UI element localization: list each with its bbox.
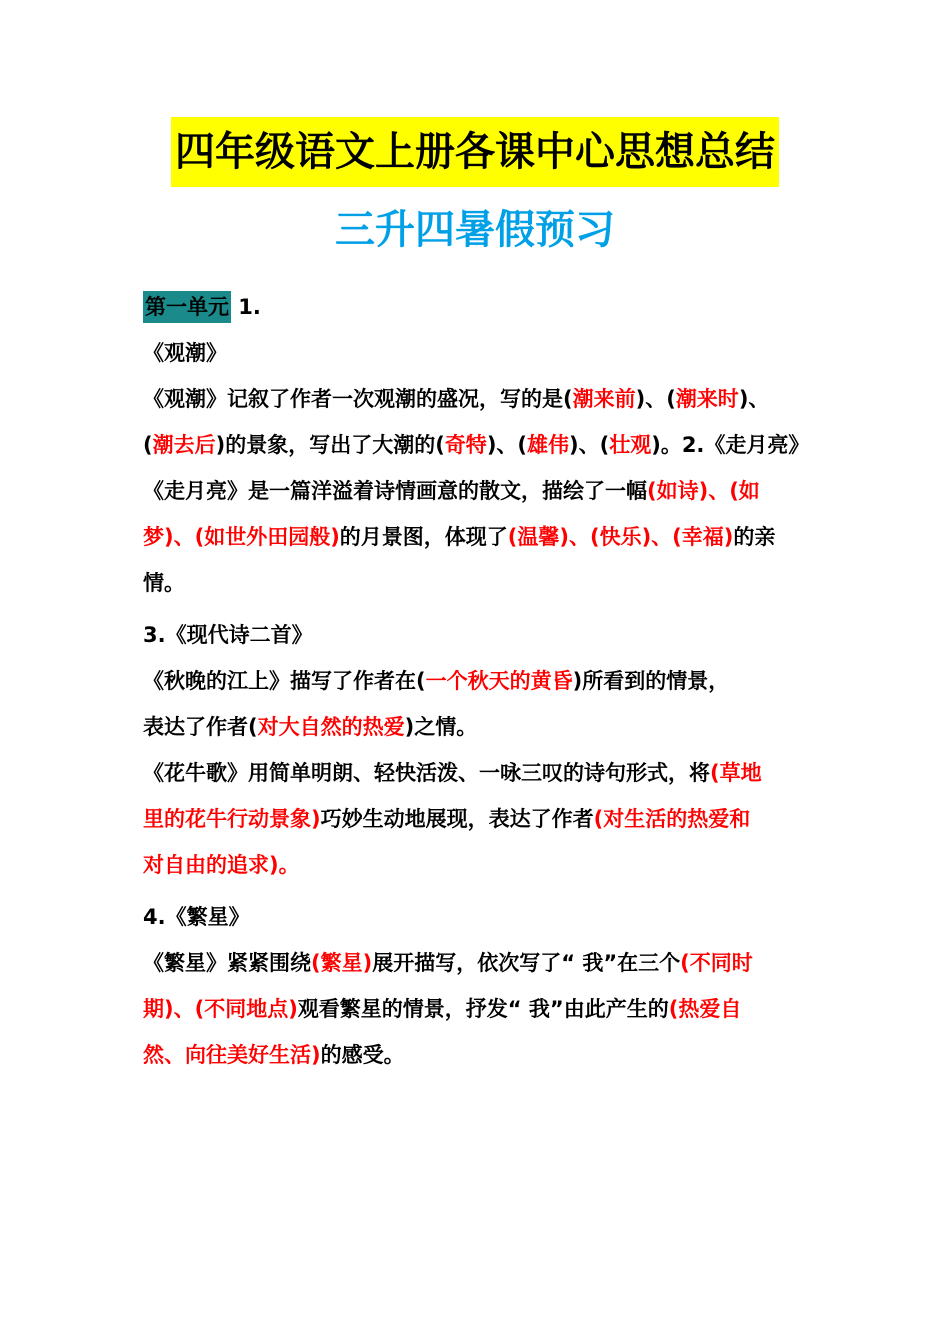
text-line <box>143 514 843 560</box>
text-line <box>143 560 843 606</box>
highlight-text: (热爱自 <box>668 997 742 1021</box>
body-text: 的亲 <box>733 525 776 549</box>
body-text: )的景象，写出了大潮的( <box>215 433 445 457</box>
body-text: 《繁星》紧紧围绕 <box>143 951 311 975</box>
body-text: 的感受。 <box>320 1043 405 1067</box>
body-text: )、( <box>569 433 610 457</box>
text-line <box>143 376 843 422</box>
text-line <box>143 284 843 330</box>
highlight-text: (温馨)、(快乐)、(幸福) <box>507 525 734 549</box>
body-text: )所看到的情景， <box>572 669 730 693</box>
body-text: 《走月亮》是一篇洋溢着诗情画意的散文，描绘了一幅 <box>143 479 647 503</box>
highlight-text: 里的花牛行动景象) <box>143 807 321 831</box>
text-line <box>143 894 843 940</box>
body-text: ( <box>143 433 153 457</box>
body-text: )、( <box>635 387 676 411</box>
body-text: 《花牛歌》用简单明朗、轻快活泼、一咏三叹的诗句形式，将 <box>143 761 710 785</box>
highlight-text: 潮去后 <box>152 433 216 457</box>
body-text: 《秋晚的江上》描写了作者在( <box>143 669 426 693</box>
highlight-text: 期)、(不同地点) <box>143 997 298 1021</box>
text-line <box>143 704 843 750</box>
text-line <box>143 940 843 986</box>
text-line <box>143 658 843 704</box>
body-text: )。2.《走月亮》 <box>651 433 810 457</box>
body-text: 的月景图，体现了 <box>339 525 508 549</box>
highlight-text: (繁星) <box>311 951 373 975</box>
highlight-text: 雄伟 <box>527 433 570 457</box>
highlight-text: 一个秋天的黄昏 <box>425 669 573 693</box>
highlight-text: (不同时 <box>680 951 753 975</box>
text-line <box>143 796 843 842</box>
highlight-text: (如诗)、(如 <box>647 479 760 503</box>
text-line <box>143 330 843 376</box>
page-subtitle: 三升四暑假预习 <box>335 207 615 253</box>
highlight-text: (草地 <box>710 761 762 785</box>
title-wrapper <box>0 117 950 187</box>
highlight-text: 壮观 <box>609 433 652 457</box>
body-text: 3.《现代诗二首》 <box>143 623 313 647</box>
body-text: )、 <box>738 387 770 411</box>
text-line <box>143 612 843 658</box>
body-text: 巧妙生动地展现，表达了作者 <box>320 807 594 831</box>
text-line <box>143 986 843 1032</box>
body-text: 1. <box>231 295 261 319</box>
body-text: 4.《繁星》 <box>143 905 250 929</box>
highlight-text: (对生活的热爱和 <box>593 807 751 831</box>
highlight-text: 对自由的追求)。 <box>143 853 300 877</box>
body-text: )、( <box>486 433 528 457</box>
body-text: 表达了作者( <box>143 715 258 739</box>
highlight-text: 对大自然的热爱 <box>257 715 405 739</box>
text-line <box>143 468 843 514</box>
document-body <box>143 284 843 1078</box>
body-text: 观看繁星的情景，抒发“ 我”由此产生的 <box>297 997 669 1021</box>
highlight-text: 梦)、(如世外田园般) <box>143 525 340 549</box>
page-title: 四年级语文上册各课中心思想总结 <box>171 117 779 187</box>
highlight-text: 潮来前 <box>572 387 636 411</box>
body-text: )之情。 <box>404 715 478 739</box>
unit-badge: 第一单元 <box>143 291 231 323</box>
body-text: 《观潮》记叙了作者一次观潮的盛况，写的是( <box>143 387 573 411</box>
text-line <box>143 1032 843 1078</box>
body-text: 展开描写，依次写了“ 我”在三个 <box>372 951 681 975</box>
text-line <box>143 750 843 796</box>
body-text: 《观潮》 <box>143 341 227 365</box>
text-line <box>143 842 843 888</box>
body-text: 情。 <box>143 571 185 595</box>
highlight-text: 然、向往美好生活) <box>143 1043 321 1067</box>
highlight-text: 奇特 <box>444 433 487 457</box>
highlight-text: 潮来时 <box>675 387 739 411</box>
text-line <box>143 422 843 468</box>
